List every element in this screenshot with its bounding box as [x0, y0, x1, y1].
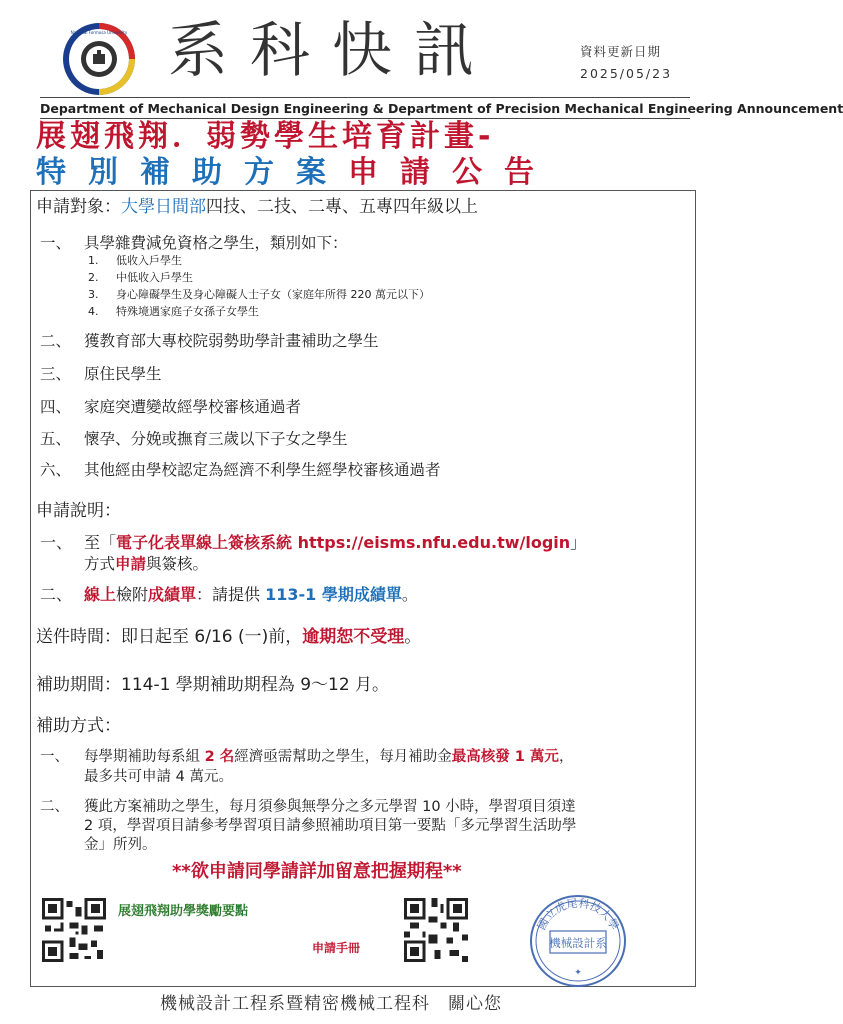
item-num: 三、	[40, 365, 72, 383]
method-item-2-cont: 2 項，學習項目請參考學習項目請參照補助項目第一要點「多元學習生活助學	[84, 818, 577, 834]
page-title: 系科快訊	[168, 16, 496, 86]
qr-code-1[interactable]	[42, 898, 106, 962]
sub-item-text: 低收入戶學生	[116, 254, 182, 267]
item-text: 家庭突遭變故經學校審核通過者	[84, 398, 302, 416]
item-text: 原住民學生	[84, 365, 162, 383]
qr1-label: 展翅飛翔助學獎勵要點	[118, 904, 249, 919]
sub-item	[88, 287, 430, 303]
highlight-amount: 最高核發 1 萬元	[451, 749, 559, 765]
highlight-quota: 2 名	[204, 749, 235, 765]
eligibility-highlight: 大學日間部	[121, 197, 206, 217]
item-num: 二、	[40, 799, 69, 815]
logo-text: National Formosa University	[70, 30, 128, 35]
item-text: 。	[401, 585, 418, 604]
instruction-item-1-cont	[84, 553, 208, 575]
eligibility-item	[40, 330, 379, 352]
title-application: 申請公告	[348, 155, 556, 190]
highlight-transcript: 成績單	[148, 585, 197, 604]
qr2-label: 申請手冊	[312, 941, 361, 955]
method-heading: 補助方式：	[36, 716, 121, 736]
item-num: 五、	[40, 430, 72, 448]
sub-item-num: 4.	[88, 305, 99, 318]
instructions-heading: 申請說明：	[36, 501, 121, 521]
item-num: 一、	[40, 749, 69, 765]
eligibility-label: 申請對象：	[36, 197, 121, 217]
deadline-end: 。	[404, 627, 422, 647]
update-date: 2025/05/23	[580, 66, 673, 81]
eligibility-item	[40, 363, 162, 385]
deadline-warning: 逾期恕不受理	[302, 627, 405, 647]
highlight-online: 線上	[84, 585, 117, 604]
item-text: 」	[570, 533, 587, 552]
item-num: 二、	[40, 585, 73, 604]
item-text: 獲教育部大專校院弱勢助學計畫補助之學生	[84, 332, 379, 350]
sub-item-text: 身心障礙學生及身心障礙人士子女（家庭年所得 220 萬元以下）	[116, 288, 430, 301]
item-text: ：請提供	[196, 585, 266, 604]
highlight-apply: 申請	[115, 555, 147, 573]
footer-text: 機械設計工程系暨精密機械工程科 關心您	[160, 994, 502, 1014]
method-item-1-cont: 最多共可申請 4 萬元。	[84, 769, 233, 785]
svg-text:✦: ✦	[574, 968, 582, 978]
stamp-inner-text: 機械設計系	[549, 936, 607, 950]
item-text: 至「	[84, 533, 117, 552]
item-text: 其他經由學校認定為經濟不利學生經學校審核通過者	[84, 461, 441, 479]
item-text: 每學期補助每系組	[84, 749, 205, 765]
deadline-line	[36, 626, 421, 648]
item-text: 與簽核。	[146, 555, 209, 573]
item-text: 檢附	[116, 585, 149, 604]
item-num: 二、	[40, 332, 72, 350]
eligibility-item	[40, 232, 348, 254]
school-logo	[60, 20, 138, 98]
item-text: 方式	[84, 555, 116, 573]
item-text: ，	[558, 749, 574, 765]
update-label: 資料更新日期	[580, 44, 662, 59]
sub-item	[88, 270, 193, 286]
item-num: 六、	[40, 461, 72, 479]
highlight-semester: 113-1 學期成績單	[265, 585, 402, 604]
eligibility-item	[40, 459, 441, 481]
item-num: 一、	[40, 533, 73, 552]
item-num: 一、	[40, 234, 72, 252]
eligibility-rest: 四技、二技、二專、五專四年級以上	[206, 197, 478, 217]
sub-item-text: 特殊境遇家庭子女孫子女學生	[116, 305, 259, 318]
method-item-1	[40, 746, 573, 768]
item-num: 四、	[40, 398, 72, 416]
eligibility-heading	[36, 196, 478, 218]
department-stamp	[528, 893, 628, 989]
qr-code-2[interactable]	[404, 898, 468, 962]
sub-item	[88, 253, 182, 269]
eligibility-item	[40, 396, 301, 418]
item-text: 經濟亟需幫助之學生，每月補助金	[234, 749, 452, 765]
item-text: 獲此方案補助之學生，每月須參與無學分之多元學習 10 小時，學習項目須達	[84, 799, 576, 815]
deadline-text: 送件時間：即日起至 6/16 (一)前，	[36, 627, 303, 647]
item-text: 懷孕、分娩或撫育三歲以下子女之學生	[84, 430, 348, 448]
sub-item-num: 3.	[88, 288, 99, 301]
stamp-outer-text: 國立虎尾科技大學	[534, 896, 622, 933]
announcement-title-line2	[36, 155, 696, 191]
department-banner: Department of Mechanical Design Engineering & Department of Precision Mechanical Engineering Announcement	[40, 97, 690, 119]
system-link[interactable]: 電子化表單線上簽核系統 https://eisms.nfu.edu.tw/login	[116, 533, 571, 552]
eligibility-item	[40, 428, 348, 450]
sub-item	[88, 304, 259, 320]
instruction-item-1	[40, 532, 586, 554]
method-item-2-cont: 金」所列。	[84, 837, 157, 853]
sub-item-num: 2.	[88, 271, 99, 284]
sub-item-num: 1.	[88, 254, 99, 267]
period-line: 補助期間：114-1 學期補助期程為 9～12 月。	[36, 675, 390, 695]
title-special-plan: 特別補助方案	[36, 155, 348, 190]
sub-item-text: 中低收入戶學生	[116, 271, 193, 284]
announcement-title-line1: 展翅飛翔．弱勢學生培育計畫-	[36, 119, 495, 154]
item-text: 具學雜費減免資格之學生，類別如下：	[84, 234, 348, 252]
instruction-item-2	[40, 584, 418, 606]
notice: **欲申請同學請詳加留意把握期程**	[172, 861, 462, 882]
